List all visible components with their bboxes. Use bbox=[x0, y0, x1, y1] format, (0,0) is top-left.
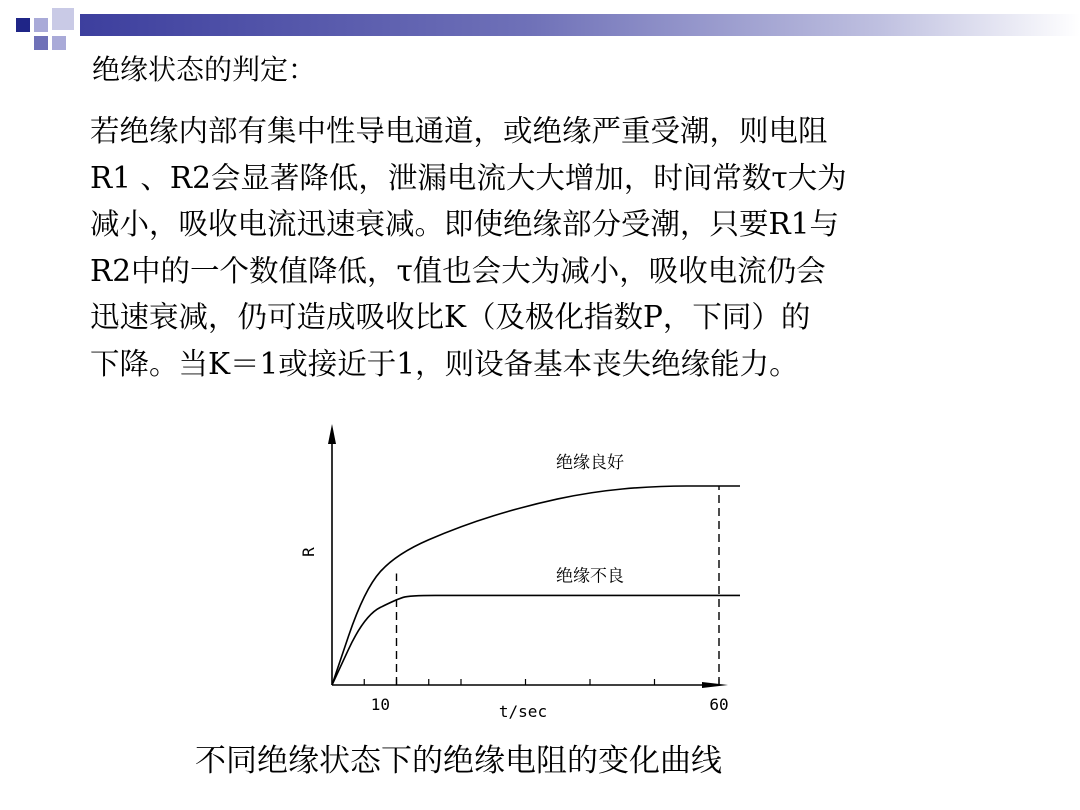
series-line-good bbox=[332, 486, 740, 685]
paragraph-line: R2中的一个数值降低，τ值也会大为减小，吸收电流仍会 bbox=[90, 253, 826, 288]
x-tick-label-60: 60 bbox=[709, 695, 729, 714]
series-line-poor bbox=[332, 595, 740, 685]
paragraph-line: 减小，吸收电流迅速衰减。即使绝缘部分受潮，只要R1与 bbox=[90, 207, 839, 241]
paragraph-line: 迅速衰减，仍可造成吸收比K（及极化指数P，下同）的 bbox=[90, 300, 811, 334]
paragraph-line: 若绝缘内部有集中性导电通道，或绝缘严重受潮，则电阻 bbox=[90, 114, 828, 148]
x-tick-label-10: 10 bbox=[370, 695, 391, 714]
square-1 bbox=[16, 18, 30, 32]
insulation-resistance-chart bbox=[270, 420, 740, 730]
y-axis-label: R bbox=[299, 547, 318, 557]
square-4 bbox=[34, 36, 48, 50]
series-label-good: 绝缘良好 bbox=[556, 453, 624, 473]
series-label-poor: 绝缘不良 bbox=[556, 566, 624, 587]
header-bar bbox=[80, 14, 1080, 36]
paragraph-line: R1 、R2会显著降低，泄漏电流大大增加，时间常数τ大为 bbox=[90, 160, 847, 195]
y-axis-arrow bbox=[328, 424, 336, 444]
series-lines bbox=[332, 486, 740, 685]
square-2 bbox=[34, 18, 48, 32]
square-3 bbox=[52, 8, 74, 30]
axes bbox=[332, 430, 710, 685]
square-5 bbox=[52, 36, 66, 50]
chart-caption: 不同绝缘状态下的绝缘电阻的变化曲线 bbox=[195, 743, 722, 779]
slide-heading: 绝缘状态的判定： bbox=[92, 53, 317, 86]
paragraph-line: 下降。当K＝1或接近于1，则设备基本丧失绝缘能力。 bbox=[90, 346, 799, 381]
x-ticks bbox=[364, 679, 719, 685]
x-axis-arrow bbox=[702, 682, 728, 688]
x-axis-label: t/sec bbox=[498, 702, 548, 721]
body-paragraph bbox=[90, 108, 847, 387]
